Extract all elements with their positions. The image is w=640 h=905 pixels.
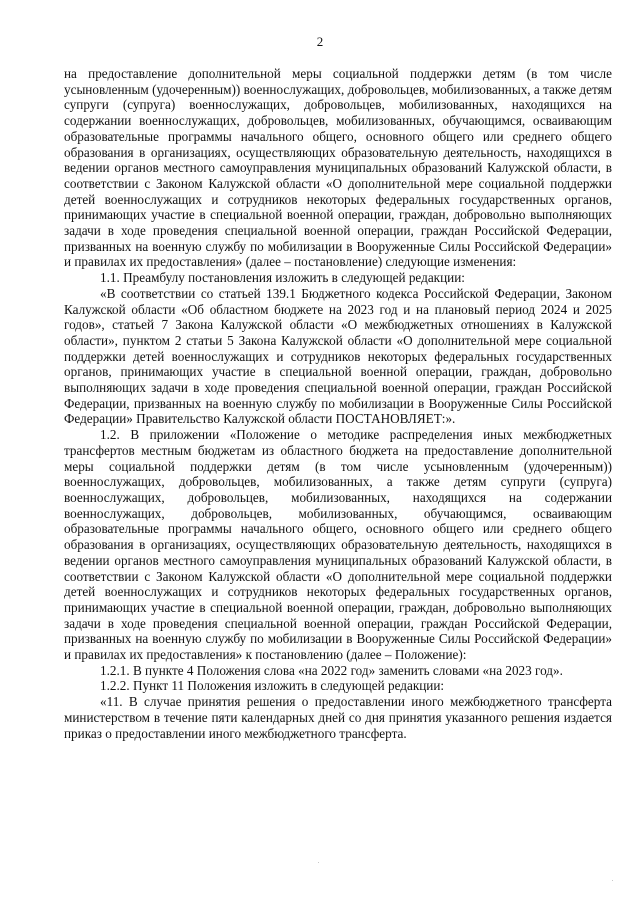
document-body: [64, 66, 612, 741]
paragraph-preamble-quote: «В соответствии со статьей 139.1 Бюджетного кодекса Российской Федерации, Законом Калужской области «Об областном бюджете на 2023 год и на плановый период 2024 и 2025 годов», статьей 7 Закона Калужской области «О межбюджетных отношениях в Калужской области», пунктом 2 статьи 5 Закона Калужской области «О дополнительной мере социальной поддержки детей военнослужащих и сотрудников некоторых федеральных государственных органов, принимающих участие в специальной военной операции, граждан, добровольно выполняющих задачи в ходе проведения специальной военной операции, граждан Российской Федерации, призванных на военную службу по мобилизации в Вооруженные Силы Российской Федерации» Правительство Калужской области ПОСТАНОВЛЯЕТ:».: [64, 285, 612, 427]
paragraph-item-1-2-1: 1.2.1. В пункте 4 Положения слова «на 2022 год» заменить словами «на 2023 год».: [100, 662, 563, 678]
paragraph-continuation: на предоставление дополнительной меры социальной поддержки детям (в том числе усыновленным (удочеренным)) военнослужащих, добровольцев, мобилизованных, а также детям супруги (супруга) военнослужащих, добровольцев, мобилизованных, находящихся на содержании военнослужащих, добровольцев, мобилизованных, обучающимся, осваивающим образовательные программы начального общего, основного общего или среднего общего образования в организациях, осуществляющих образовательную деятельность, находящихся в ведении органов местного самоуправления муниципальных образований Калужской области, в соответствии с Законом Калужской области «О дополнительной мере социальной поддержки детей военнослужащих и сотрудников некоторых федеральных государственных органов, принимающих участие в специальной военной операции, граждан, добровольно выполняющих задачи в ходе проведения специальной военной операции, граждан Российской Федерации, призванных на военную службу по мобилизации в Вооруженные Силы Российской Федерации» и правилах их предоставления» (далее – постановление) следующие изменения:: [64, 66, 612, 270]
scan-speck: [318, 862, 319, 863]
page-number: 2: [316, 34, 324, 49]
paragraph-item-11-quote: «11. В случае принятия решения о предоставлении иного межбюджетного трансферта министерством в течение пяти календарных дней со дня принятия указанного решения издается приказ о предоставлении иного межбюджетного трансферта.: [64, 694, 612, 741]
paragraph-item-1-2: 1.2. В приложении «Положение о методике распределения иных межбюджетных трансфертов местным бюджетам из областного бюджета на предоставление дополнительной меры социальной поддержки детям (в том числе усыновленным (удочеренным)) военнослужащих, добровольцев, мобилизованных, а также детям супруги (супруга) военнослужащих, добровольцев, мобилизованных, находящихся на содержании военнослужащих, добровольцев, мобилизованных, обучающимся, осваивающим образовательные программы начального общего, основного общего или среднего общего образования в организациях, осуществляющих образовательную деятельность, находящихся в ведении органов местного самоуправления муниципальных образований Калужской области, в соответствии с Законом Калужской области «О дополнительной мере социальной поддержки детей военнослужащих и сотрудников некоторых федеральных государственных органов, принимающих участие в специальной военной операции, граждан, добровольно выполняющих задачи в ходе проведения специальной военной операции, граждан Российской Федерации, призванных на военную службу по мобилизации в Вооруженные Силы Российской Федерации» и правилах их предоставления» к постановлению (далее – Положение):: [64, 427, 612, 663]
paragraph-item-1-2-2: 1.2.2. Пункт 11 Положения изложить в следующей редакции:: [100, 678, 445, 694]
paragraph-item-1-1: 1.1. Преамбулу постановления изложить в следующей редакции:: [100, 270, 465, 286]
scan-speck: [612, 880, 613, 881]
